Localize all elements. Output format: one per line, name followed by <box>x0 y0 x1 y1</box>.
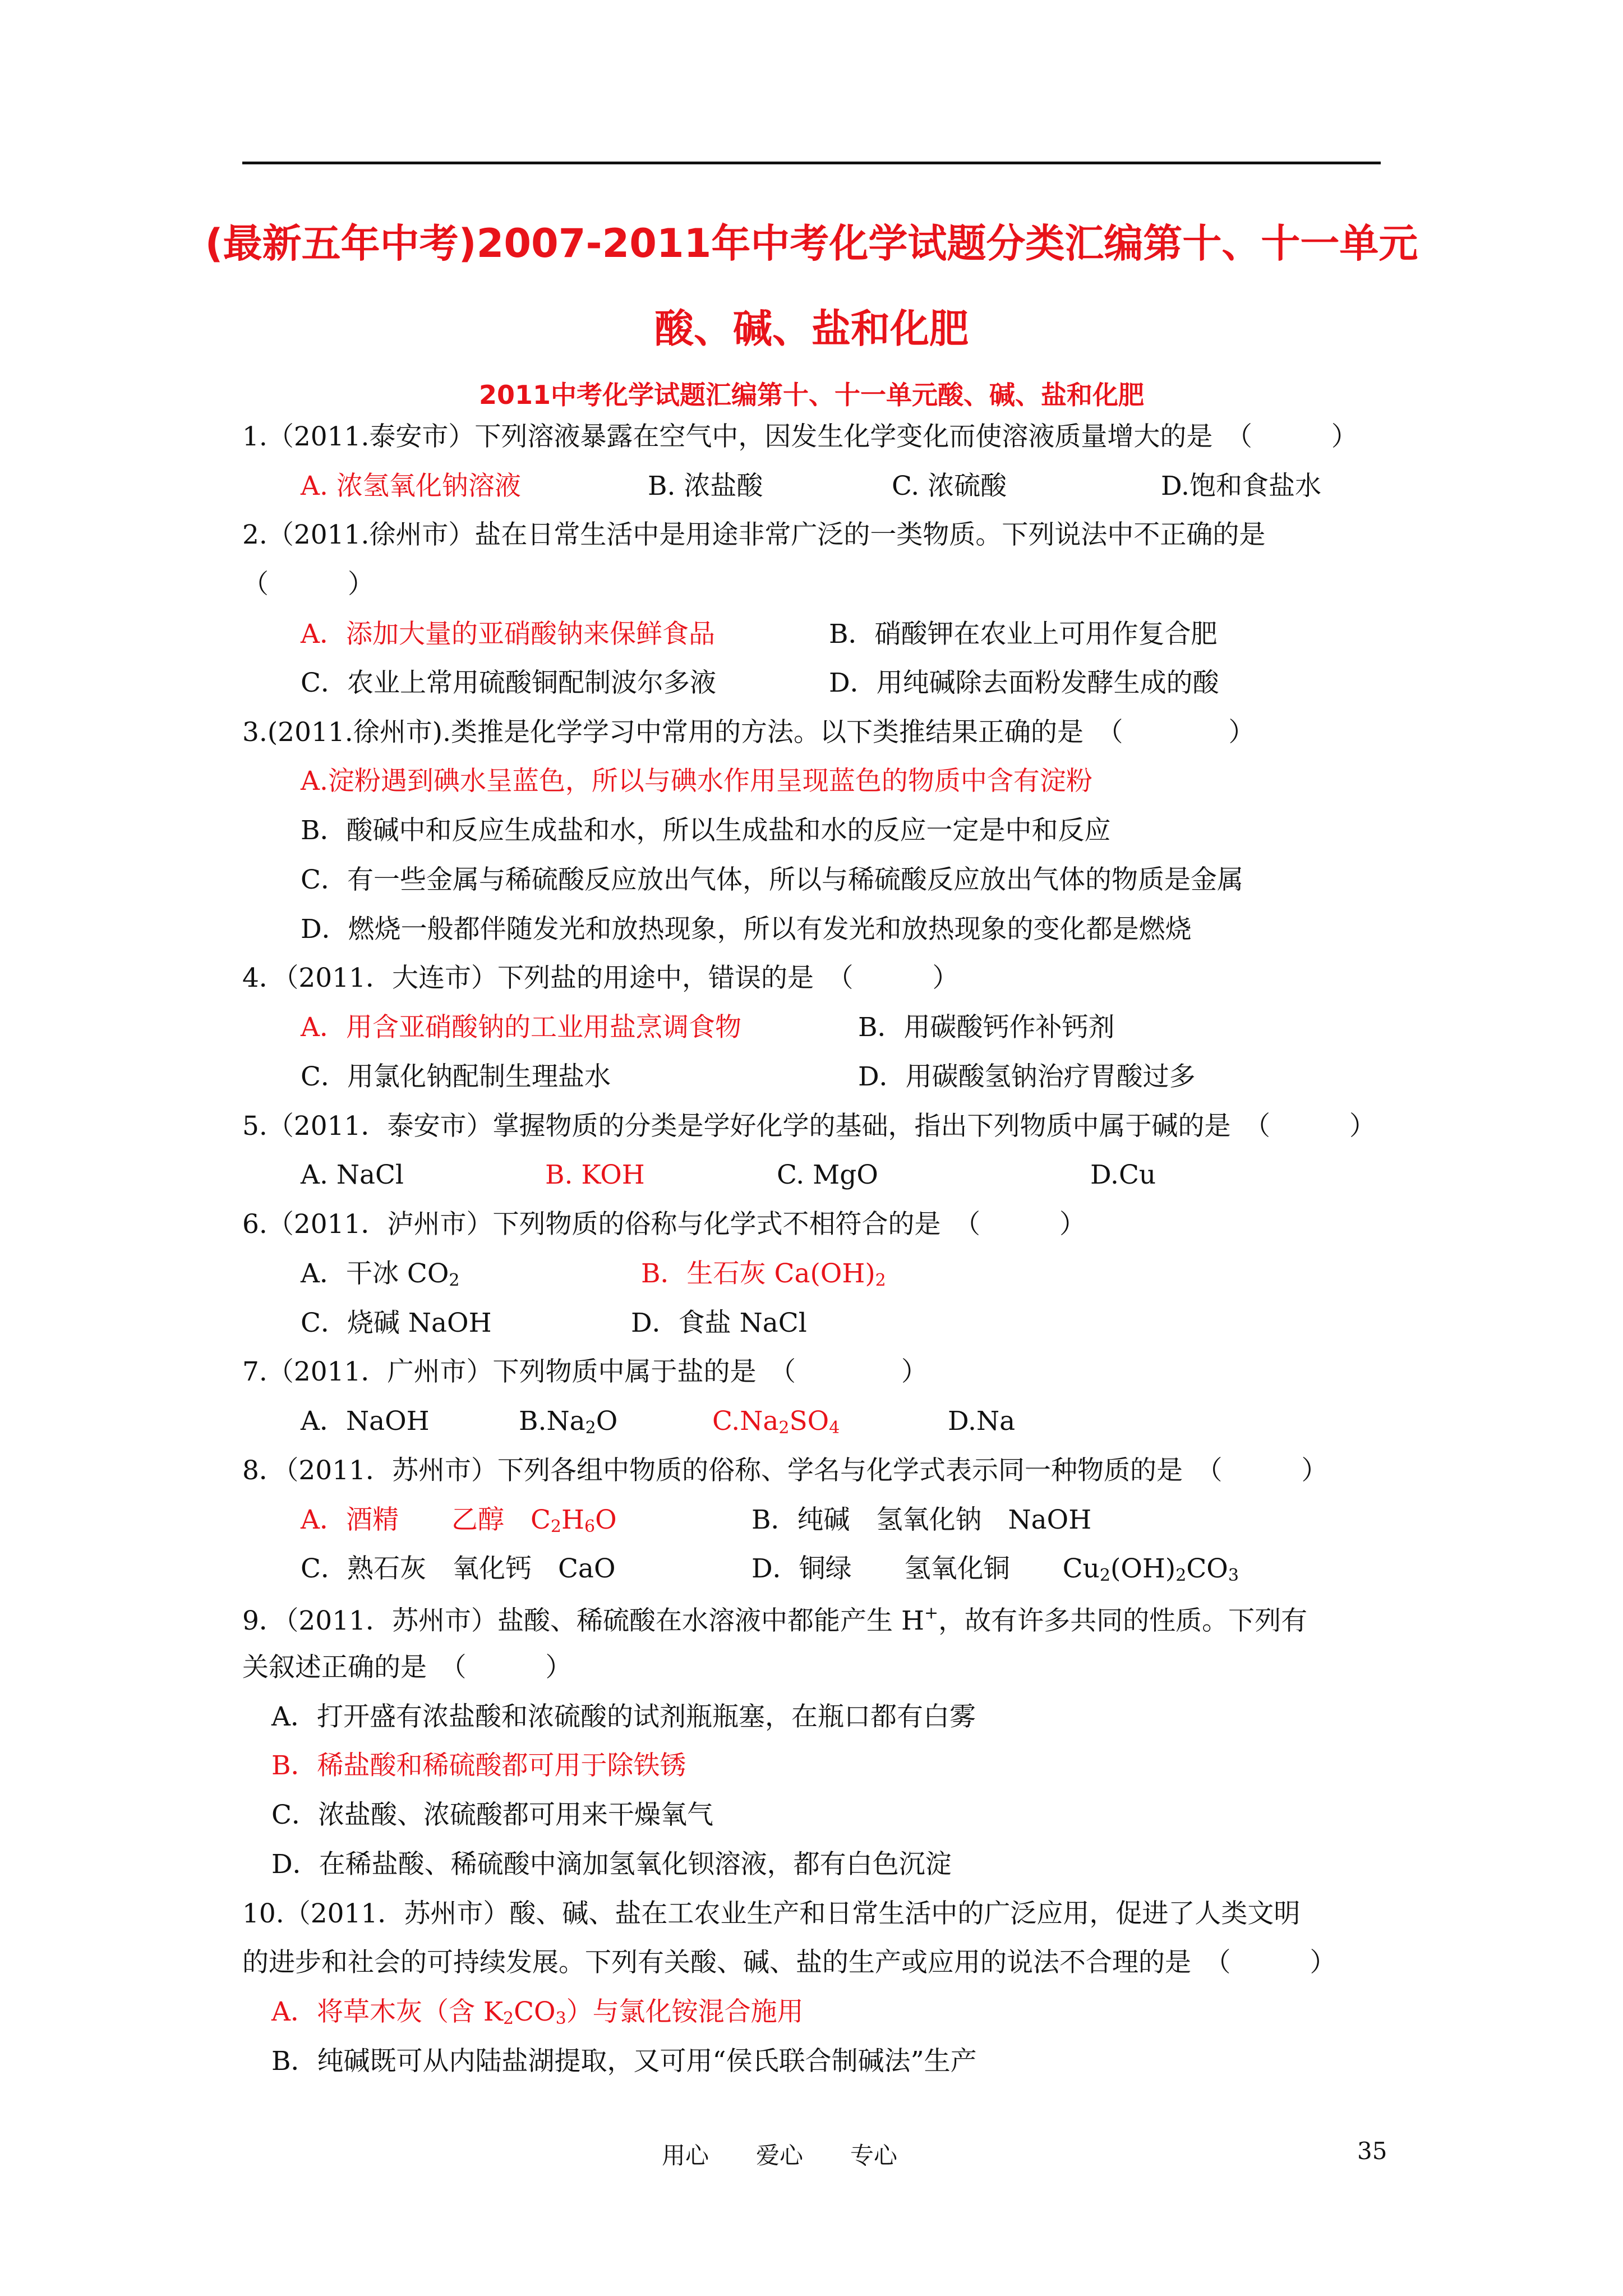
question-9-option-b: B．稀盐酸和稀硫酸都可用于除铁锈 <box>271 1750 686 1781</box>
question-9-option-a: A．打开盛有浓盐酸和浓硫酸的试剂瓶瓶塞，在瓶口都有白雾 <box>271 1701 976 1732</box>
question-3-option-a: A.淀粉遇到碘水呈蓝色，所以与碘水作用呈现蓝色的物质中含有淀粉 <box>301 766 1092 797</box>
question-8-option-a: A．酒精 乙醇 $C_2H_6O$ <box>301 1504 617 1536</box>
question-9-stem-line-2: 关叙述正确的是 （ ） <box>242 1652 572 1683</box>
question-6-option-b: B．生石灰 $Ca(OH)_2$ <box>641 1258 886 1290</box>
question-8-option-d: D．铜绿 氢氧化铜 $Cu_2(OH)_2CO_3$ <box>751 1553 1239 1585</box>
question-10-option-b: B．纯碱既可从内陆盐湖提取，又可用“侯氏联合制碱法”生产 <box>271 2046 977 2077</box>
question-2-option-b: B．硝酸钾在农业上可用作复合肥 <box>829 619 1218 650</box>
question-5-option-d: D.Cu <box>1090 1159 1156 1190</box>
question-5-option-a: A. NaCl <box>301 1159 404 1190</box>
question-4-option-c: C．用氯化钠配制生理盐水 <box>301 1061 611 1092</box>
question-5-option-c: C. MgO <box>777 1159 878 1190</box>
document-title-line-2: 酸、碱、盐和化肥 <box>654 306 969 352</box>
question-1-option-b: B. 浓盐酸 <box>648 471 763 501</box>
question-3-option-c: C．有一些金属与稀硫酸反应放出气体，所以与稀硫酸反应放出气体的物质是金属 <box>301 864 1243 895</box>
question-4-option-d: D．用碳酸氢钠治疗胃酸过多 <box>858 1061 1196 1092</box>
question-10-stem-line-2: 的进步和社会的可持续发展。下列有关酸、碱、盐的生产或应用的说法不合理的是 （ ） <box>242 1947 1336 1978</box>
question-6-option-c: C．烧碱 NaOH <box>301 1308 492 1338</box>
question-10-stem: 10.（2011．苏州市）酸、碱、盐在工农业生产和日常生活中的广泛应用，促进了人类文明 <box>242 1898 1301 1929</box>
question-2-option-d: D．用纯碱除去面粉发酵生成的酸 <box>829 668 1219 698</box>
question-6-stem: 6.（2011．泸州市）下列物质的俗称与化学式不相符合的是 （ ） <box>242 1209 1086 1240</box>
question-8-option-c: C．熟石灰 氧化钙 CaO <box>301 1553 616 1584</box>
question-1-option-c: C. 浓硫酸 <box>892 471 1007 501</box>
question-10-option-a: A．将草木灰（含 $K_2CO_3$）与氯化铵混合施用 <box>271 1996 804 2028</box>
section-subtitle: 2011中考化学试题汇编第十、十一单元酸、碱、盐和化肥 <box>478 380 1145 410</box>
question-4-option-a: A．用含亚硝酸钠的工业用盐烹调食物 <box>301 1012 741 1043</box>
footer-motto: 用心 爱心 专心 <box>662 2142 898 2169</box>
question-2-stem: 2.（2011.徐州市）盐在日常生活中是用途非常广泛的一类物质。下列说法中不正确的是 <box>242 519 1266 550</box>
question-3-option-d: D．燃烧一般都伴随发光和放热现象，所以有发光和放热现象的变化都是燃烧 <box>301 914 1192 945</box>
question-4-option-b: B．用碳酸钙作补钙剂 <box>858 1012 1115 1043</box>
question-2-option-a: A．添加大量的亚硝酸钠来保鲜食品 <box>301 619 715 650</box>
question-9-option-c: C．浓盐酸、浓硫酸都可用来干燥氧气 <box>271 1800 713 1830</box>
question-3-stem: 3.(2011.徐州市).类推是化学学习中常用的方法。以下类推结果正确的是 （ ） <box>242 717 1255 748</box>
question-6-option-a: A．干冰 $CO_2$ <box>301 1258 460 1290</box>
question-1-option-d: D.饱和食盐水 <box>1161 471 1321 501</box>
question-5-option-b: B. KOH <box>545 1159 645 1190</box>
question-2-paren: （ ） <box>242 569 374 600</box>
question-6-option-d: D．食盐 NaCl <box>631 1308 807 1338</box>
question-8-stem: 8．（2011．苏州市）下列各组中物质的俗称、学名与化学式表示同一种物质的是 （ ） <box>242 1455 1328 1486</box>
document-title-line-1: (最新五年中考)2007-2011年中考化学试题分类汇编第十、十一单元 <box>205 220 1418 266</box>
question-7-stem: 7.（2011．广州市）下列物质中属于盐的是 （ ） <box>242 1356 928 1387</box>
question-1-option-a: A. 浓氢氧化钠溶液 <box>301 471 521 501</box>
question-9-option-d: D．在稀盐酸、稀硫酸中滴加氢氧化钡溶液，都有白色沉淀 <box>271 1849 952 1880</box>
question-5-stem: 5.（2011．泰安市）掌握物质的分类是学好化学的基础，指出下列物质中属于碱的是 （ ） <box>242 1111 1376 1142</box>
question-7-option-a: A．NaOH <box>301 1406 430 1437</box>
question-8-option-b: B．纯碱 氢氧化钠 NaOH <box>751 1504 1092 1535</box>
question-2-option-c: C．农业上常用硫酸铜配制波尔多液 <box>301 668 716 698</box>
question-7-option-c: $C.Na_2SO_4$ <box>712 1406 840 1438</box>
question-4-stem: 4．（2011．大连市）下列盐的用途中，错误的是 （ ） <box>242 963 959 993</box>
question-3-option-b: B．酸碱中和反应生成盐和水，所以生成盐和水的反应一定是中和反应 <box>301 815 1111 846</box>
question-1-stem: 1.（2011.泰安市）下列溶液暴露在空气中，因发生化学变化而使溶液质量增大的是 （ ） <box>242 421 1358 452</box>
question-9-stem: 9．（2011．苏州市）盐酸、稀硫酸在水溶液中都能产生 H+，故有许多共同的性质。下列有 <box>242 1603 1308 1636</box>
page-number: 35 <box>1357 2137 1387 2165</box>
question-7-option-b: $B.Na_2O$ <box>519 1406 618 1438</box>
header-rule <box>242 162 1381 164</box>
question-7-option-d: D.Na <box>948 1406 1016 1437</box>
